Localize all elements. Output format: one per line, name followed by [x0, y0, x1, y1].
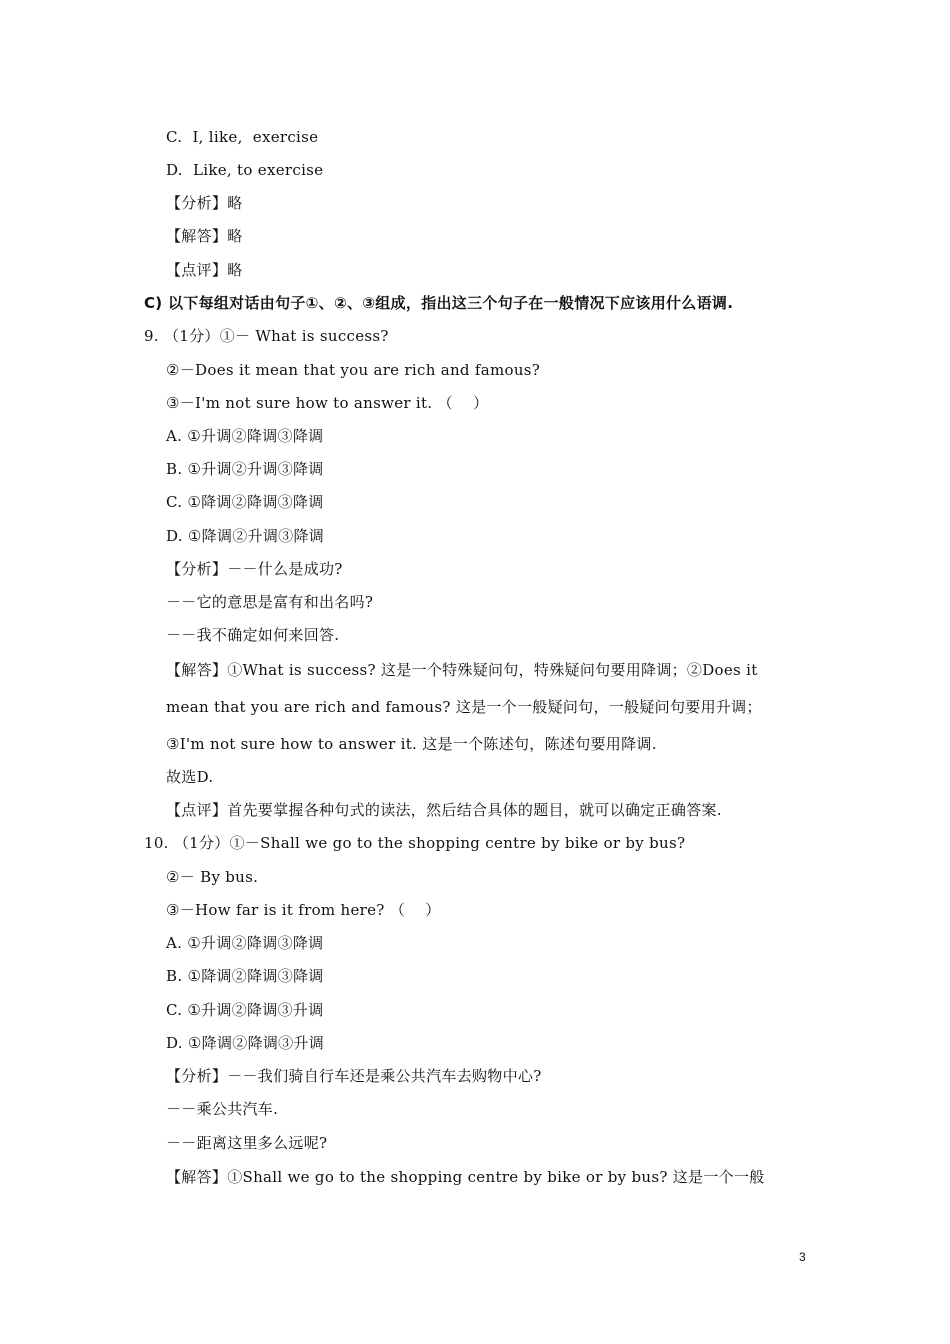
question-10-line-3: ③－How far is it from here? （ ） — [166, 901, 441, 919]
question-9-comment: 【点评】首先要掌握各种句式的读法，然后结合具体的题目，就可以确定正确答案. — [166, 801, 722, 819]
answer-line: 【解答】略 — [166, 227, 243, 245]
question-9-choice: 故选D. — [166, 768, 214, 786]
question-9-option-b: B. ①升调②升调③降调 — [166, 460, 324, 478]
question-10-line-2: ②－ By bus. — [166, 868, 259, 886]
question-9-analysis-2: －－它的意思是富有和出名吗? — [166, 593, 374, 611]
question-10-option-a: A. ①升调②降调③降调 — [166, 934, 324, 952]
question-9-analysis-3: －－我不确定如何来回答. — [166, 626, 340, 644]
question-10-option-b: B. ①降调②降调③降调 — [166, 967, 324, 985]
question-9-option-c: C. ①降调②降调③降调 — [166, 493, 324, 511]
question-9-answer-1: 【解答】①What is success? 这是一个特殊疑问句，特殊疑问句要用降调；②Does it — [166, 661, 758, 679]
comment-line: 【点评】略 — [166, 261, 243, 279]
question-10-option-c: C. ①升调②降调③升调 — [166, 1001, 324, 1019]
question-9-option-a: A. ①升调②降调③降调 — [166, 427, 324, 445]
analysis-line: 【分析】略 — [166, 194, 243, 212]
option-d-line: D. Like, to exercise — [166, 161, 324, 179]
question-9-line-2: ②－Does it mean that you are rich and famous? — [166, 361, 541, 379]
question-10-answer-1: 【解答】①Shall we go to the shopping centre by bike or by bus? 这是一个一般 — [166, 1168, 765, 1186]
question-9-analysis-1: 【分析】－－什么是成功? — [166, 560, 343, 578]
question-10-analysis-1: 【分析】－－我们骑自行车还是乘公共汽车去购物中心? — [166, 1067, 542, 1085]
question-10-analysis-2: －－乘公共汽车. — [166, 1100, 279, 1118]
question-9-line-1: 9. （1分）①－ What is success? — [144, 327, 389, 345]
page-number: 3 — [799, 1250, 806, 1264]
section-heading: C) 以下每组对话由句子①、②、③组成，指出这三个句子在一般情况下应该用什么语调. — [144, 294, 734, 312]
question-9-option-d: D. ①降调②升调③降调 — [166, 527, 325, 545]
question-10-line-1: 10. （1分）①－Shall we go to the shopping centre by bike or by bus? — [144, 834, 686, 852]
question-10-option-d: D. ①降调②降调③升调 — [166, 1034, 325, 1052]
question-9-line-3: ③－I'm not sure how to answer it. （ ） — [166, 394, 489, 412]
question-10-analysis-3: －－距离这里多么远呢? — [166, 1134, 328, 1152]
question-9-answer-3: ③I'm not sure how to answer it. 这是一个陈述句，陈述句要用降调. — [166, 735, 657, 753]
option-c-line: C. I, like, exercise — [166, 128, 319, 146]
question-9-answer-2: mean that you are rich and famous? 这是一个一般疑问句，一般疑问句要用升调； — [166, 698, 762, 716]
